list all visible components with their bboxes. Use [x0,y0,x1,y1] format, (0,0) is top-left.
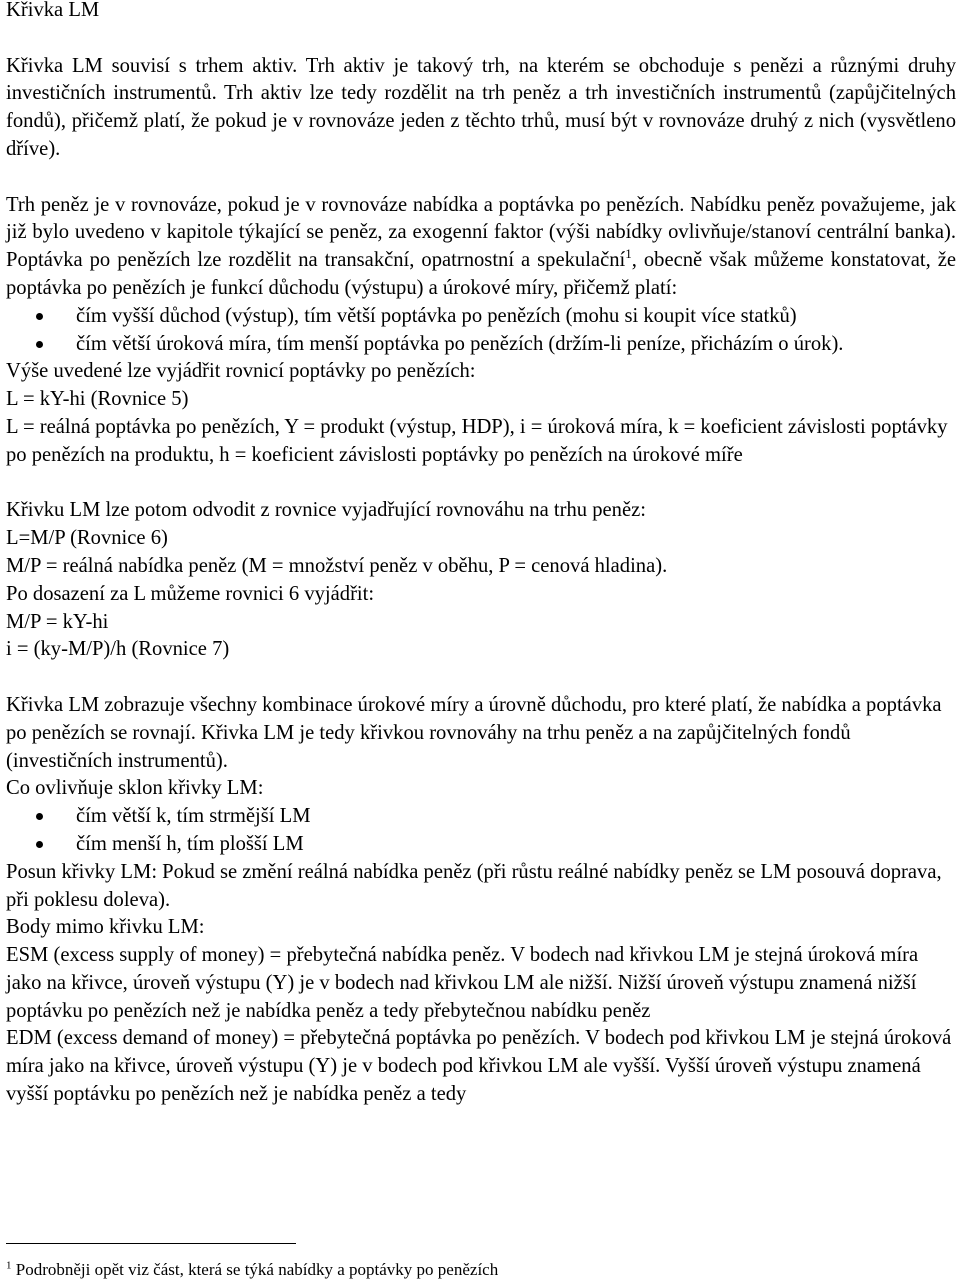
page-title: Křivka LM [6,0,100,21]
footnote [6,1259,498,1281]
equation-5-definitions: L = reálná poptávka po penězích, Y = produkt (výstup, HDP), i = úroková míra, k = koeficient závislosti poptávky po penězích na produktu, h = koeficient závislosti poptávky po penězích na úrokové míře [6,415,948,466]
money-market-paragraph [6,192,956,303]
bullet-icon [36,341,43,348]
money-market-text: Trh peněz je v rovnováze, pokud je v rovnováze nabídka a poptávka po penězích. Nabídku peněz považujeme, jak již bylo uvedeno v kapitole týkající se peněz, za exogenní faktor (výši nabídky ovlivňuje/stanoví centrální banka). Poptávka po penězích lze rozdělit na transakční, opatrnostní a spekulační [6,193,956,272]
footnote-divider [6,1243,296,1244]
equation-mp: M/P = kY-hi [6,610,109,633]
spacer [6,164,956,192]
slope-factors-list [6,803,956,859]
esm-paragraph: ESM (excess supply of money) = přebytečná nabídka peněz. V bodech nad křivkou LM je stejná úroková míra jako na křivce, úroveň výstupu (Y) je v bodech nad křivkou LM ale nižší. Nižší úroveň výstupu znamená nižší poptávku po penězích než je nabídka peněz a tedy přebytečnou nabídku peněz [6,944,919,1022]
list-item: čím menší h, tím plošší LM [6,831,956,859]
equation-7: i = (ky-M/P)/h (Rovnice 7) [6,638,230,661]
footnote-text: Podrobněji opět viz část, která se týká nabídky a poptávky po penězích [11,1260,499,1279]
demand-factors-list [6,303,956,359]
bullet-icon [36,813,43,820]
money-market-text-cont: , obecně však můžeme konstatovat, že poptávka po penězích je funkcí důchodu (výstupu) a úrokové míry, přičemž platí: [6,249,956,299]
footnote-reference: 1 [625,246,632,262]
edm-paragraph: EDM (excess demand of money) = přebytečná poptávka po penězích. V bodech pod křivkou LM je stejná úroková míra jako na křivce, úroveň výstupu (Y) je v bodech pod křivkou LM ale vyšší. Vyšší úroveň výstupu znamená vyšší poptávku po penězích než je nabídka peněz a tedy [6,1027,952,1106]
shift-paragraph: Posun křivky LM: Pokud se změní reálná nabídka peněz (při růstu reálné nabídky peněz se LM posouvá doprava, při poklesu doleva). [6,860,942,911]
list-item: čím větší úroková míra, tím menší poptávka po penězích (držím-li peníze, přicházím o úrok). [6,331,956,359]
intro-paragraph: Křivka LM souvisí s trhem aktiv. Trh aktiv je takový trh, na kterém se obchoduje s penězi a různými druhy investičních instrumentů. Trh aktiv lze tedy rozdělit na trh peněz a trh investičních instrumentů (zapůjčitelných fondů), přičemž platí, že pokud je v rovnováze jeden z těchto trhů, musí být v rovnováze druhý z nich (vysvětleno dříve). [6,54,956,160]
footnote-mark: 1 [6,1259,12,1272]
slope-intro: Co ovlivňuje sklon křivky LM: [6,777,264,800]
equation-6-definitions: M/P = reálná nabídka peněz (M = množství peněz v oběhu, P = cenová hladina). [6,554,668,577]
equation-5: L = kY-hi (Rovnice 5) [6,388,189,411]
bullet-icon [36,313,43,320]
substitution-text: Po dosazení za L můžeme rovnici 6 vyjádřit: [6,582,375,605]
bullet-icon [36,841,43,848]
equation-intro: Výše uvedené lze vyjádřit rovnicí poptávky po penězích: [6,360,476,383]
equation-6-intro: Křivku LM lze potom odvodit z rovnice vyjadřující rovnováhu na trhu peněz: [6,499,646,522]
list-item: čím vyšší důchod (výstup), tím větší poptávka po penězích (mohu si koupit více statků) [6,303,956,331]
lm-curve-paragraph: Křivka LM zobrazuje všechny kombinace úrokové míry a úrovně důchodu, pro které platí, že nabídka a poptávka po penězích se rovnají. Křivka LM je tedy křivkou rovnováhy na trhu peněz a na zapůjčitelných fondů (investičních instrumentů). [6,693,942,772]
spacer [6,470,956,498]
list-item: čím větší k, tím strmější LM [6,803,956,831]
points-off-curve-heading: Body mimo křivku LM: [6,916,205,939]
equation-6: L=M/P (Rovnice 6) [6,527,168,550]
spacer [6,25,956,53]
spacer [6,664,956,692]
